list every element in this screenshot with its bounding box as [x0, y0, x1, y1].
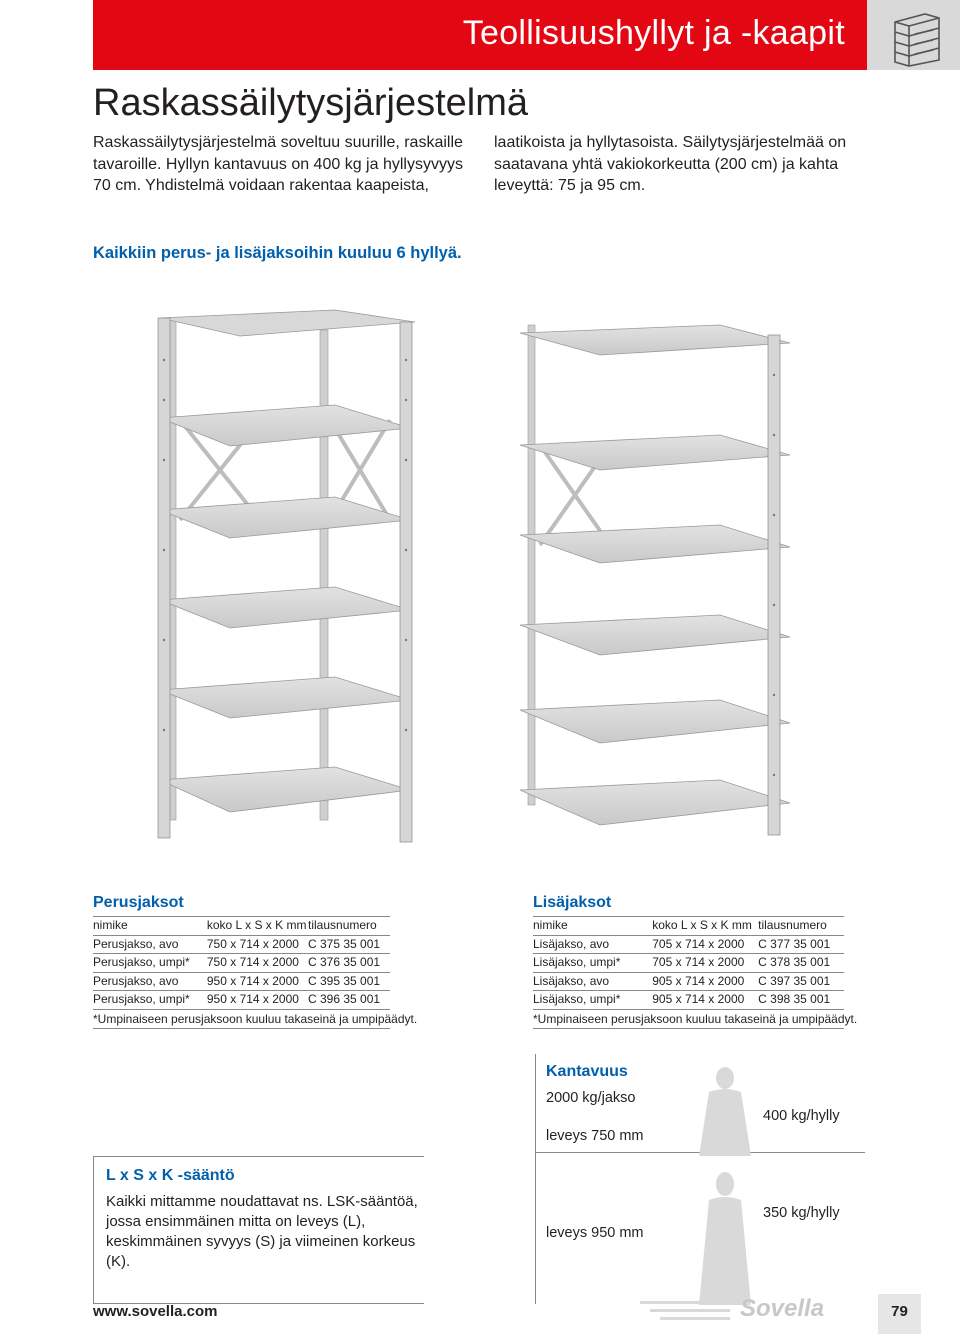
- table-row: [93, 972, 390, 991]
- col-header-size: koko L x S x K mm: [206, 918, 307, 932]
- cell-order-no: C 377 35 001: [758, 936, 831, 951]
- cell-size: 950 x 714 x 2000: [206, 973, 299, 988]
- add-on-section-illustration: [510, 315, 810, 840]
- table-row: [93, 990, 390, 1009]
- col-header-size: koko L x S x K mm: [652, 918, 752, 932]
- table-header-row: [93, 916, 390, 935]
- table-header-row: [533, 916, 844, 935]
- col-header-order-no: tilausnumero: [758, 918, 827, 932]
- cell-order-no: C 395 35 001: [308, 973, 381, 988]
- cell-order-no: C 398 35 001: [758, 992, 831, 1006]
- header-icon-box: [867, 0, 960, 70]
- person-silhouette-icon: [695, 1066, 755, 1156]
- table-footnote: *Umpinaiseen perusjaksoon kuuluu takaseinä ja umpipäädyt.: [93, 1009, 390, 1029]
- cell-name: Lisäjakso, umpi*: [533, 992, 621, 1006]
- col-header-order-no: tilausnumero: [308, 918, 377, 932]
- cell-size: 950 x 714 x 2000: [206, 992, 299, 1006]
- cell-order-no: C 376 35 001: [308, 955, 381, 969]
- lsk-rule-text: Kaikki mittamme noudattavat ns. LSK-sääntöä, jossa ensimmäinen mitta on leveys (L), keskimmäinen syvyys (S) ja viimeinen korkeus (K).: [106, 1193, 418, 1270]
- cell-order-no: C 375 35 001: [308, 936, 381, 951]
- page-title: Raskassäilytysjärjestelmä: [93, 82, 529, 124]
- cell-size: 705 x 714 x 2000: [652, 936, 745, 951]
- shelves-note: Kaikkiin perus- ja lisäjaksoihin kuuluu 6 hyllyä.: [93, 244, 462, 262]
- col-header-name: nimike: [533, 918, 568, 932]
- page-number: 79: [891, 1303, 908, 1320]
- width-750-label: leveys 750 mm: [546, 1128, 644, 1144]
- load-750-value: 400 kg/hylly: [763, 1108, 840, 1124]
- cell-size: 750 x 714 x 2000: [206, 955, 299, 969]
- load-capacity-title: Kantavuus: [546, 1063, 628, 1080]
- cell-name: Lisäjakso, avo: [533, 973, 610, 988]
- header-title: Teollisuushyllyt ja -kaapit: [462, 14, 845, 52]
- width-950-label: leveys 950 mm: [546, 1225, 644, 1241]
- intro-text-right: laatikoista ja hyllytasoista. Säilytysjärjestelmää on saatavana yhtä vakiokorkeutta (200 cm) ja kahta leveyttä: 75 ja 95 cm.: [494, 134, 847, 194]
- cell-name: Lisäjakso, umpi*: [533, 955, 621, 969]
- lsk-rule-title: L x S x K -sääntö: [106, 1167, 235, 1184]
- table-row: [93, 935, 390, 954]
- cell-name: Perusjakso, avo: [93, 936, 179, 951]
- basic-section-illustration: [150, 300, 430, 860]
- load-per-section: 2000 kg/jakso: [546, 1090, 636, 1106]
- cell-size: 905 x 714 x 2000: [652, 973, 745, 988]
- add-on-sections-table: [533, 894, 858, 1029]
- table-row: [93, 953, 390, 972]
- brand-name: Sovella: [740, 1295, 825, 1322]
- table-row: [533, 990, 844, 1009]
- cell-size: 750 x 714 x 2000: [206, 936, 299, 951]
- cell-order-no: C 378 35 001: [758, 955, 831, 969]
- basic-sections-table: [93, 894, 418, 1029]
- table-row: [533, 953, 844, 972]
- table-row: [533, 972, 844, 991]
- table-footnote: *Umpinaiseen perusjaksoon kuuluu takaseinä ja umpipäädyt.: [533, 1009, 844, 1029]
- footer-url[interactable]: www.sovella.com: [93, 1303, 218, 1320]
- cell-size: 705 x 714 x 2000: [652, 955, 745, 969]
- load-divider-vertical: [535, 1054, 536, 1304]
- intro-text-left: Raskassäilytysjärjestelmä soveltuu suurille, raskaille tavaroille. Hyllyn kantavuus on 400 kg ja hyllysyvyys 70 cm. Yhdistelmä voidaan rakentaa kaapeista,: [93, 134, 463, 194]
- add-on-sections-title: Lisäjaksot: [533, 894, 612, 911]
- brand-logo: [640, 1297, 870, 1327]
- cell-name: Perusjakso, avo: [93, 973, 179, 988]
- table-row: [533, 935, 844, 954]
- cell-order-no: C 397 35 001: [758, 973, 831, 988]
- cell-name: Perusjakso, umpi*: [93, 992, 190, 1006]
- cell-size: 905 x 714 x 2000: [652, 992, 745, 1006]
- person-silhouette-icon: [695, 1170, 755, 1305]
- basic-sections-title: Perusjaksot: [93, 894, 184, 911]
- cell-name: Lisäjakso, avo: [533, 936, 610, 951]
- load-950-value: 350 kg/hylly: [763, 1205, 840, 1221]
- col-header-name: nimike: [93, 918, 128, 932]
- shelf-icon: [867, 0, 960, 70]
- cell-name: Perusjakso, umpi*: [93, 955, 190, 969]
- cell-order-no: C 396 35 001: [308, 992, 381, 1006]
- header-band: [93, 0, 867, 70]
